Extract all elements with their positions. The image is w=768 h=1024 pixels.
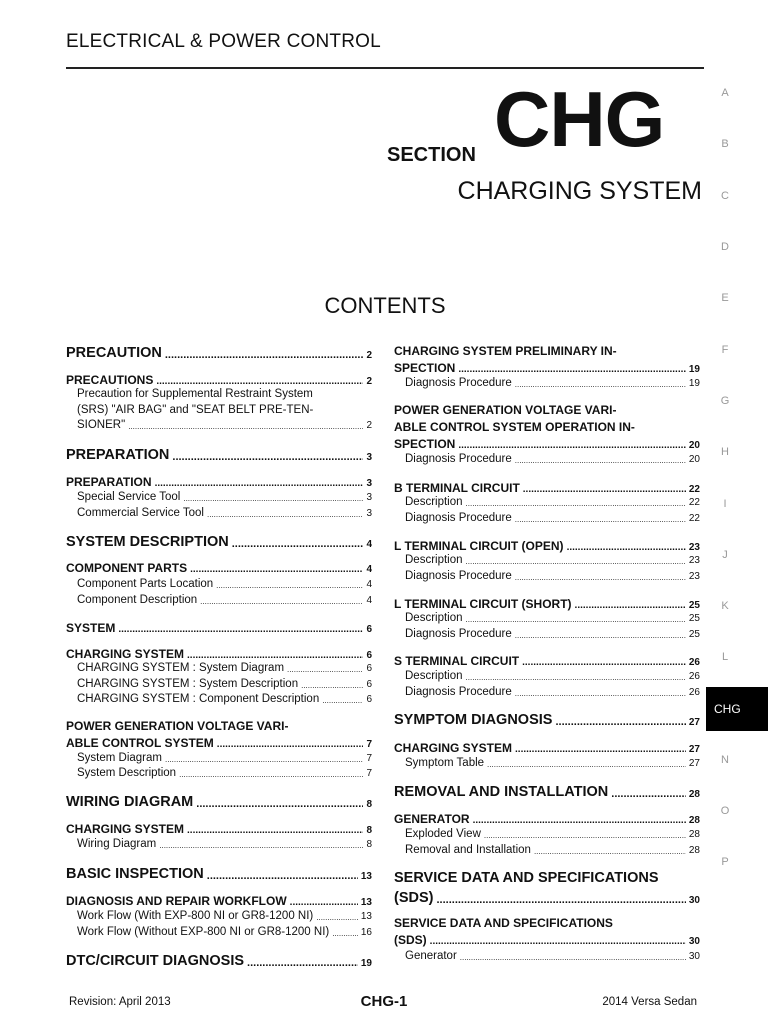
toc-entry-title: Diagnosis Procedure: [405, 453, 512, 465]
toc-chapter-symptom-diagnosis-entry[interactable]: [394, 712, 700, 728]
toc-item-diagnosis-procedure-entry[interactable]: [394, 686, 700, 698]
toc-entry-title: (SDS): [394, 890, 434, 906]
toc-dot-leader: [316, 914, 358, 922]
toc-entry-title: Description: [405, 496, 463, 508]
toc-page-number: 13: [360, 897, 372, 908]
toc-dot-leader: [515, 457, 686, 465]
toc-entry-title: Symptom Table: [405, 757, 485, 769]
toc-page-number: 28: [688, 829, 700, 840]
toc-entry-title: L TERMINAL CIRCUIT (SHORT): [394, 597, 572, 611]
section-index-tabs: [706, 0, 768, 1024]
toc-dot-leader: [466, 558, 686, 566]
toc-item-component-parts-location-entry[interactable]: [66, 578, 372, 590]
footer-revision: Revision: April 2013: [69, 996, 171, 1008]
toc-dot-leader: [179, 771, 363, 779]
toc-heading-power-generation-voltage-vari-text: POWER GENERATION VOLTAGE VARI-: [394, 403, 617, 417]
toc-chapter-dtc-circuit-diagnosis-entry[interactable]: [66, 953, 372, 969]
index-tab-chg[interactable]: CHG: [706, 687, 768, 731]
toc-heading-preparation-entry[interactable]: [66, 475, 372, 489]
toc-dot-leader: [515, 516, 686, 524]
toc-page-number: 2: [366, 420, 372, 431]
toc-dot-leader: [567, 543, 686, 553]
toc-entry-title: SIONER": [77, 419, 126, 431]
index-tab-f[interactable]: F: [721, 344, 729, 356]
toc-heading-charging-system-preliminary-in-text: CHARGING SYSTEM PRELIMINARY IN-: [394, 344, 617, 358]
toc-chapter-precaution-entry[interactable]: [66, 345, 372, 361]
toc-page-number: 28: [688, 789, 700, 800]
toc-page-number: 27: [688, 758, 700, 769]
toc-chapter-preparation-entry[interactable]: [66, 447, 372, 463]
toc-entry-title: Exploded View: [405, 828, 481, 840]
toc-page-number: 6: [366, 650, 372, 661]
toc-heading-l-terminal-circuit-short-entry[interactable]: [394, 597, 700, 611]
toc-entry-title: Component Description: [77, 594, 198, 606]
toc-item-generator-entry[interactable]: [394, 950, 700, 962]
toc-item-srs-air-bag-and-seat-belt-pre-ten-text: (SRS) "AIR BAG" and "SEAT BELT PRE-TEN-: [77, 404, 314, 416]
toc-dot-leader: [460, 954, 686, 962]
toc-dot-leader: [322, 697, 363, 705]
toc-dot-leader: [522, 658, 686, 668]
toc-dot-leader: [128, 423, 363, 431]
toc-heading-able-control-system-operation-in-text: ABLE CONTROL SYSTEM OPERATION IN-: [394, 420, 635, 434]
toc-heading-diagnosis-and-repair-workflow-entry[interactable]: [66, 894, 372, 908]
index-tab-n[interactable]: N: [721, 754, 729, 766]
toc-page-number: 27: [688, 744, 700, 755]
toc-item-diagnosis-procedure-entry[interactable]: [394, 570, 700, 582]
index-tab-c[interactable]: C: [721, 190, 729, 202]
toc-dot-leader: [473, 816, 686, 826]
toc-item-diagnosis-procedure-entry[interactable]: [394, 512, 700, 524]
toc-entry-title: Work Flow (Without EXP-800 NI or GR8-1200 NI): [77, 926, 330, 938]
toc-page-number: 22: [688, 513, 700, 524]
index-tab-o[interactable]: O: [720, 805, 730, 817]
toc-entry-title: Description: [405, 670, 463, 682]
toc-entry-title: DTC/CIRCUIT DIAGNOSIS: [66, 953, 245, 969]
toc-dot-leader: [515, 574, 686, 582]
toc-item-description-entry[interactable]: [394, 496, 700, 508]
toc-entry-title: ABLE CONTROL SYSTEM: [66, 736, 214, 750]
toc-page-number: 6: [366, 679, 372, 690]
toc-dot-leader: [183, 495, 363, 503]
index-tab-a[interactable]: A: [721, 87, 729, 99]
toc-item-system-description-entry[interactable]: [66, 767, 372, 779]
toc-chapter-removal-and-installation-entry[interactable]: [394, 784, 700, 800]
toc-dot-leader: [118, 625, 363, 635]
toc-item-charging-system-system-diagram-entry[interactable]: [66, 662, 372, 674]
toc-page-number: 3: [366, 508, 372, 519]
toc-dot-leader: [200, 598, 363, 606]
section-header-category: ELECTRICAL & POWER CONTROL: [66, 31, 381, 52]
toc-dot-leader: [207, 511, 363, 519]
index-tab-d[interactable]: D: [721, 241, 729, 253]
toc-dot-leader: [217, 740, 364, 750]
toc-item-system-diagram-entry[interactable]: [66, 752, 372, 764]
toc-item-work-flow-without-exp-800-ni-or-gr8-1200-entry[interactable]: [66, 926, 372, 938]
toc-item-special-service-tool-entry[interactable]: [66, 491, 372, 503]
toc-dot-leader: [555, 717, 685, 728]
toc-entry-title: S TERMINAL CIRCUIT: [394, 654, 520, 668]
toc-dot-leader: [458, 365, 686, 375]
toc-page-number: 26: [688, 687, 700, 698]
footer-page-number: CHG-1: [360, 993, 408, 1010]
toc-page-number: 25: [688, 629, 700, 640]
toc-dot-leader: [301, 682, 363, 690]
contents-title: CONTENTS: [324, 293, 446, 318]
toc-page-number: 6: [366, 624, 372, 635]
toc-page-number: 19: [688, 364, 700, 375]
toc-dot-leader: [534, 848, 686, 856]
toc-entry-title: Description: [405, 554, 463, 566]
toc-heading-precautions-entry[interactable]: [66, 373, 372, 387]
toc-dot-leader: [187, 651, 363, 661]
toc-entry-title: PRECAUTIONS: [66, 373, 154, 387]
toc-dot-leader: [611, 789, 686, 800]
toc-entry-title: SYSTEM: [66, 621, 116, 635]
toc-page-number: 4: [366, 579, 372, 590]
toc-entry-title: CHARGING SYSTEM: [66, 822, 185, 836]
toc-heading-generator-entry[interactable]: [394, 812, 700, 826]
toc-entry-title: SYMPTOM DIAGNOSIS: [394, 712, 553, 728]
toc-item-removal-and-installation-entry[interactable]: [394, 844, 700, 856]
toc-chapter-service-data-and-specifications-text: SERVICE DATA AND SPECIFICATIONS: [394, 870, 659, 886]
toc-entry-title: (SDS): [394, 933, 427, 947]
toc-entry-title: COMPONENT PARTS: [66, 561, 188, 575]
toc-page-number: 28: [688, 845, 700, 856]
toc-entry-title: Description: [405, 612, 463, 624]
toc-page-number: 2: [366, 376, 372, 387]
toc-entry-title: PREPARATION: [66, 475, 152, 489]
toc-entry-title: GENERATOR: [394, 812, 470, 826]
toc-entry-title: CHARGING SYSTEM: [394, 741, 513, 755]
toc-page-number: 22: [688, 497, 700, 508]
toc-entry-title: Diagnosis Procedure: [405, 377, 512, 389]
toc-dot-leader: [575, 601, 686, 611]
section-code: CHG: [494, 75, 665, 163]
toc-page-number: 4: [366, 595, 372, 606]
toc-item-work-flow-with-exp-800-ni-or-gr8-1200-ni-entry[interactable]: [66, 910, 372, 922]
toc-entry-title: BASIC INSPECTION: [66, 866, 204, 882]
toc-entry-title: PREPARATION: [66, 447, 170, 463]
toc-item-diagnosis-procedure-entry[interactable]: [394, 628, 700, 640]
toc-item-description-entry[interactable]: [394, 670, 700, 682]
toc-item-symptom-table-entry[interactable]: [394, 757, 700, 769]
toc-dot-leader: [155, 479, 364, 489]
footer-model: 2014 Versa Sedan: [602, 996, 697, 1008]
toc-page-number: 23: [688, 571, 700, 582]
index-tab-j[interactable]: J: [722, 549, 728, 561]
toc-page-number: 23: [688, 542, 700, 553]
toc-entry-title: DIAGNOSIS AND REPAIR WORKFLOW: [66, 894, 287, 908]
toc-page-number: 13: [360, 911, 372, 922]
toc-heading-charging-system-entry[interactable]: [66, 822, 372, 836]
toc-entry-title: SPECTION: [394, 361, 456, 375]
toc-heading-spection-entry[interactable]: [394, 437, 700, 451]
toc-item-charging-system-system-description-entry[interactable]: [66, 678, 372, 690]
toc-entry-title: L TERMINAL CIRCUIT (OPEN): [394, 539, 564, 553]
toc-entry-title: SPECTION: [394, 437, 456, 451]
toc-page-number: 23: [688, 555, 700, 566]
index-tab-b[interactable]: B: [721, 138, 729, 150]
toc-page-number: 26: [688, 657, 700, 668]
toc-entry-title: Commercial Service Tool: [77, 507, 204, 519]
toc-chapter-basic-inspection-entry[interactable]: [66, 866, 372, 882]
toc-page-number: 20: [688, 440, 700, 451]
toc-item-commercial-service-tool-entry[interactable]: [66, 507, 372, 519]
toc-heading-component-parts-entry[interactable]: [66, 561, 372, 575]
toc-dot-leader: [165, 350, 364, 361]
toc-dot-leader: [466, 500, 686, 508]
toc-heading-b-terminal-circuit-entry[interactable]: [394, 481, 700, 495]
toc-page-number: 19: [360, 958, 372, 969]
toc-entry-title: Diagnosis Procedure: [405, 570, 512, 582]
toc-entry-title: WIRING DIAGRAM: [66, 794, 194, 810]
section-word: SECTION: [387, 144, 476, 166]
toc-item-sioner-entry[interactable]: [66, 419, 372, 431]
toc-heading-sds-entry[interactable]: [394, 933, 700, 947]
toc-dot-leader: [287, 666, 363, 674]
toc-entry-title: B TERMINAL CIRCUIT: [394, 481, 520, 495]
toc-heading-charging-system-entry[interactable]: [394, 741, 700, 755]
index-tab-e[interactable]: E: [721, 292, 729, 304]
toc-page-number: 4: [366, 539, 372, 550]
toc-dot-leader: [515, 745, 686, 755]
toc-entry-title: System Diagram: [77, 752, 162, 764]
toc-dot-leader: [466, 674, 686, 682]
index-tab-p[interactable]: P: [721, 856, 729, 868]
toc-page-number: 7: [366, 739, 372, 750]
toc-page-number: 13: [360, 871, 372, 882]
toc-page-number: 26: [688, 671, 700, 682]
toc-dot-leader: [458, 441, 686, 451]
toc-page-number: 6: [366, 694, 372, 705]
toc-page-number: 27: [688, 717, 700, 728]
toc-dot-leader: [466, 616, 686, 624]
toc-page-number: 30: [688, 951, 700, 962]
toc-page-number: 8: [366, 839, 372, 850]
toc-page-number: 3: [366, 452, 372, 463]
toc-entry-title: Diagnosis Procedure: [405, 628, 512, 640]
index-tab-h[interactable]: H: [721, 446, 729, 458]
toc-page-number: 20: [688, 454, 700, 465]
index-tab-l[interactable]: L: [721, 651, 729, 663]
toc-heading-s-terminal-circuit-entry[interactable]: [394, 654, 700, 668]
toc-entry-title: System Description: [77, 767, 177, 779]
toc-entry-title: Work Flow (With EXP-800 NI or GR8-1200 NI): [77, 910, 314, 922]
toc-dot-leader: [159, 842, 363, 850]
toc-page-number: 8: [366, 799, 372, 810]
toc-page-number: 28: [688, 815, 700, 826]
toc-dot-leader: [436, 895, 685, 906]
toc-entry-title: Wiring Diagram: [77, 838, 157, 850]
toc-page-number: 30: [688, 936, 700, 947]
toc-dot-leader: [430, 937, 686, 947]
toc-heading-l-terminal-circuit-open-entry[interactable]: [394, 539, 700, 553]
toc-page-number: 22: [688, 484, 700, 495]
index-tab-g[interactable]: G: [720, 395, 730, 407]
toc-page-number: 25: [688, 600, 700, 611]
toc-page-number: 8: [366, 825, 372, 836]
toc-item-exploded-view-entry[interactable]: [394, 828, 700, 840]
toc-entry-title: REMOVAL AND INSTALLATION: [394, 784, 609, 800]
toc-dot-leader: [523, 485, 686, 495]
toc-entry-title: SYSTEM DESCRIPTION: [66, 534, 229, 550]
toc-heading-spection-entry[interactable]: [394, 361, 700, 375]
toc-page-number: 4: [366, 564, 372, 575]
toc-page-number: 7: [366, 753, 372, 764]
toc-item-description-entry[interactable]: [394, 554, 700, 566]
toc-page-number: 30: [688, 895, 700, 906]
toc-dot-leader: [247, 958, 358, 969]
toc-dot-leader: [332, 930, 358, 938]
toc-dot-leader: [190, 565, 363, 575]
toc-page-number: 19: [688, 378, 700, 389]
toc-entry-title: Generator: [405, 950, 457, 962]
toc-page-number: 6: [366, 663, 372, 674]
toc-dot-leader: [216, 582, 363, 590]
toc-heading-able-control-system-entry[interactable]: [66, 736, 372, 750]
toc-page-number: 16: [360, 927, 372, 938]
toc-dot-leader: [232, 539, 364, 550]
toc-dot-leader: [290, 898, 358, 908]
toc-dot-leader: [484, 832, 686, 840]
index-tab-k[interactable]: K: [721, 600, 729, 612]
toc-entry-title: CHARGING SYSTEM : System Description: [77, 678, 299, 690]
section-title: CHARGING SYSTEM: [457, 177, 702, 205]
toc-item-diagnosis-procedure-entry[interactable]: [394, 453, 700, 465]
toc-dot-leader: [487, 761, 686, 769]
toc-heading-power-generation-voltage-vari-text: POWER GENERATION VOLTAGE VARI-: [66, 719, 289, 733]
toc-item-precaution-for-supplemental-restraint-sy-text: Precaution for Supplemental Restraint System: [77, 388, 313, 400]
toc-page-number: 7: [366, 768, 372, 779]
toc-page-number: 3: [366, 492, 372, 503]
toc-dot-leader: [207, 871, 358, 882]
index-tab-i[interactable]: I: [723, 498, 727, 510]
toc-entry-title: Component Parts Location: [77, 578, 214, 590]
toc-dot-leader: [187, 826, 363, 836]
toc-dot-leader: [165, 756, 363, 764]
header-rule: [66, 67, 704, 69]
toc-dot-leader: [172, 452, 363, 463]
toc-entry-title: CHARGING SYSTEM : Component Description: [77, 693, 320, 705]
toc-item-diagnosis-procedure-entry[interactable]: [394, 377, 700, 389]
toc-entry-title: Diagnosis Procedure: [405, 686, 512, 698]
toc-item-wiring-diagram-entry[interactable]: [66, 838, 372, 850]
toc-page-number: 25: [688, 613, 700, 624]
toc-item-component-description-entry[interactable]: [66, 594, 372, 606]
toc-heading-charging-system-entry[interactable]: [66, 647, 372, 661]
toc-entry-title: Special Service Tool: [77, 491, 181, 503]
toc-heading-service-data-and-specifications-text: SERVICE DATA AND SPECIFICATIONS: [394, 916, 613, 930]
toc-dot-leader: [515, 381, 686, 389]
toc-chapter-wiring-diagram-entry[interactable]: [66, 794, 372, 810]
toc-item-description-entry[interactable]: [394, 612, 700, 624]
toc-dot-leader: [156, 377, 363, 387]
toc-heading-system-entry[interactable]: [66, 621, 372, 635]
toc-chapter-sds-entry[interactable]: [394, 890, 700, 906]
toc-page-number: 2: [366, 350, 372, 361]
toc-item-charging-system-component-description-entry[interactable]: [66, 693, 372, 705]
toc-entry-title: Diagnosis Procedure: [405, 512, 512, 524]
toc-dot-leader: [515, 690, 686, 698]
toc-entry-title: PRECAUTION: [66, 345, 162, 361]
toc-page-number: 3: [366, 478, 372, 489]
toc-entry-title: CHARGING SYSTEM : System Diagram: [77, 662, 285, 674]
toc-entry-title: Removal and Installation: [405, 844, 531, 856]
toc-dot-leader: [196, 799, 363, 810]
toc-entry-title: CHARGING SYSTEM: [66, 647, 185, 661]
toc-dot-leader: [515, 632, 686, 640]
toc-chapter-system-description-entry[interactable]: [66, 534, 372, 550]
